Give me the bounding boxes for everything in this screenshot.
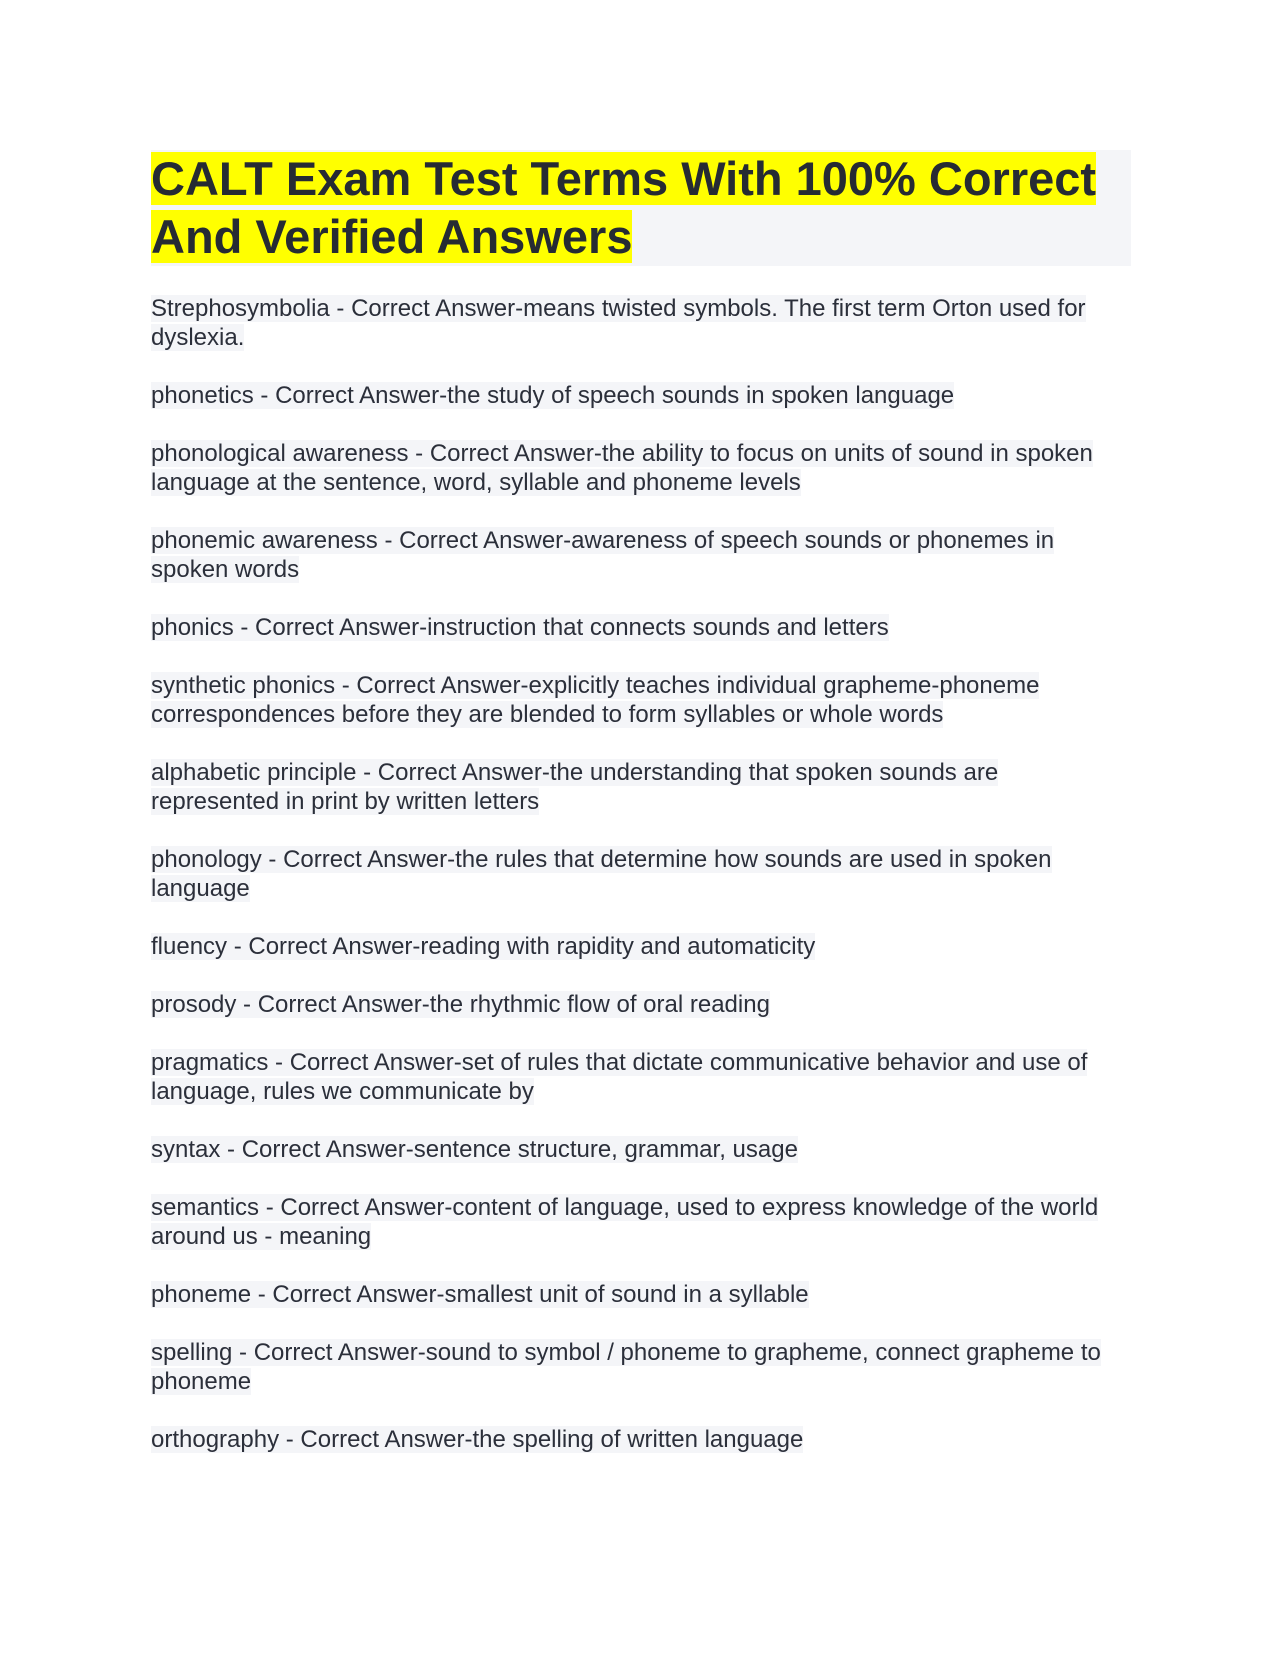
title-block bbox=[151, 150, 1131, 266]
term-entry: synthetic phonics - Correct Answer-explicitly teaches individual grapheme-phoneme correspondences before they are blended to form syllables or whole words bbox=[151, 672, 1040, 728]
term-entry: prosody - Correct Answer-the rhythmic flow of oral reading bbox=[151, 991, 770, 1018]
term-entry: orthography - Correct Answer-the spelling of written language bbox=[151, 1426, 804, 1453]
term-entry: syntax - Correct Answer-sentence structure, grammar, usage bbox=[151, 1136, 798, 1163]
term-entry: semantics - Correct Answer-content of language, used to express knowledge of the world around us - meaning bbox=[151, 1194, 1099, 1250]
term-entry: pragmatics - Correct Answer-set of rules that dictate communicative behavior and use of language, rules we communicate by bbox=[151, 1049, 1088, 1105]
document-title bbox=[151, 150, 1131, 266]
term-entry: phoneme - Correct Answer-smallest unit of sound in a syllable bbox=[151, 1281, 809, 1308]
term-entry: spelling - Correct Answer-sound to symbol / phoneme to grapheme, connect grapheme to phoneme bbox=[151, 1339, 1101, 1395]
title-highlight: CALT Exam Test Terms With 100% Correct And Verified Answers bbox=[151, 152, 1097, 263]
term-entry: fluency - Correct Answer-reading with rapidity and automaticity bbox=[151, 933, 816, 960]
term-entry: alphabetic principle - Correct Answer-the understanding that spoken sounds are represented in print by written letters bbox=[151, 759, 999, 815]
term-entry: Strephosymbolia - Correct Answer-means twisted symbols. The first term Orton used for dyslexia. bbox=[151, 295, 1086, 351]
term-entry: phonetics - Correct Answer-the study of speech sounds in spoken language bbox=[151, 382, 955, 409]
term-entry: phonemic awareness - Correct Answer-awareness of speech sounds or phonemes in spoken words bbox=[151, 527, 1055, 583]
term-entry: phonics - Correct Answer-instruction that connects sounds and letters bbox=[151, 614, 889, 641]
term-entry: phonology - Correct Answer-the rules that determine how sounds are used in spoken language bbox=[151, 846, 1052, 902]
document-page bbox=[151, 150, 1131, 1483]
term-entry: phonological awareness - Correct Answer-the ability to focus on units of sound in spoken language at the sentence, word, syllable and phoneme levels bbox=[151, 440, 1093, 496]
